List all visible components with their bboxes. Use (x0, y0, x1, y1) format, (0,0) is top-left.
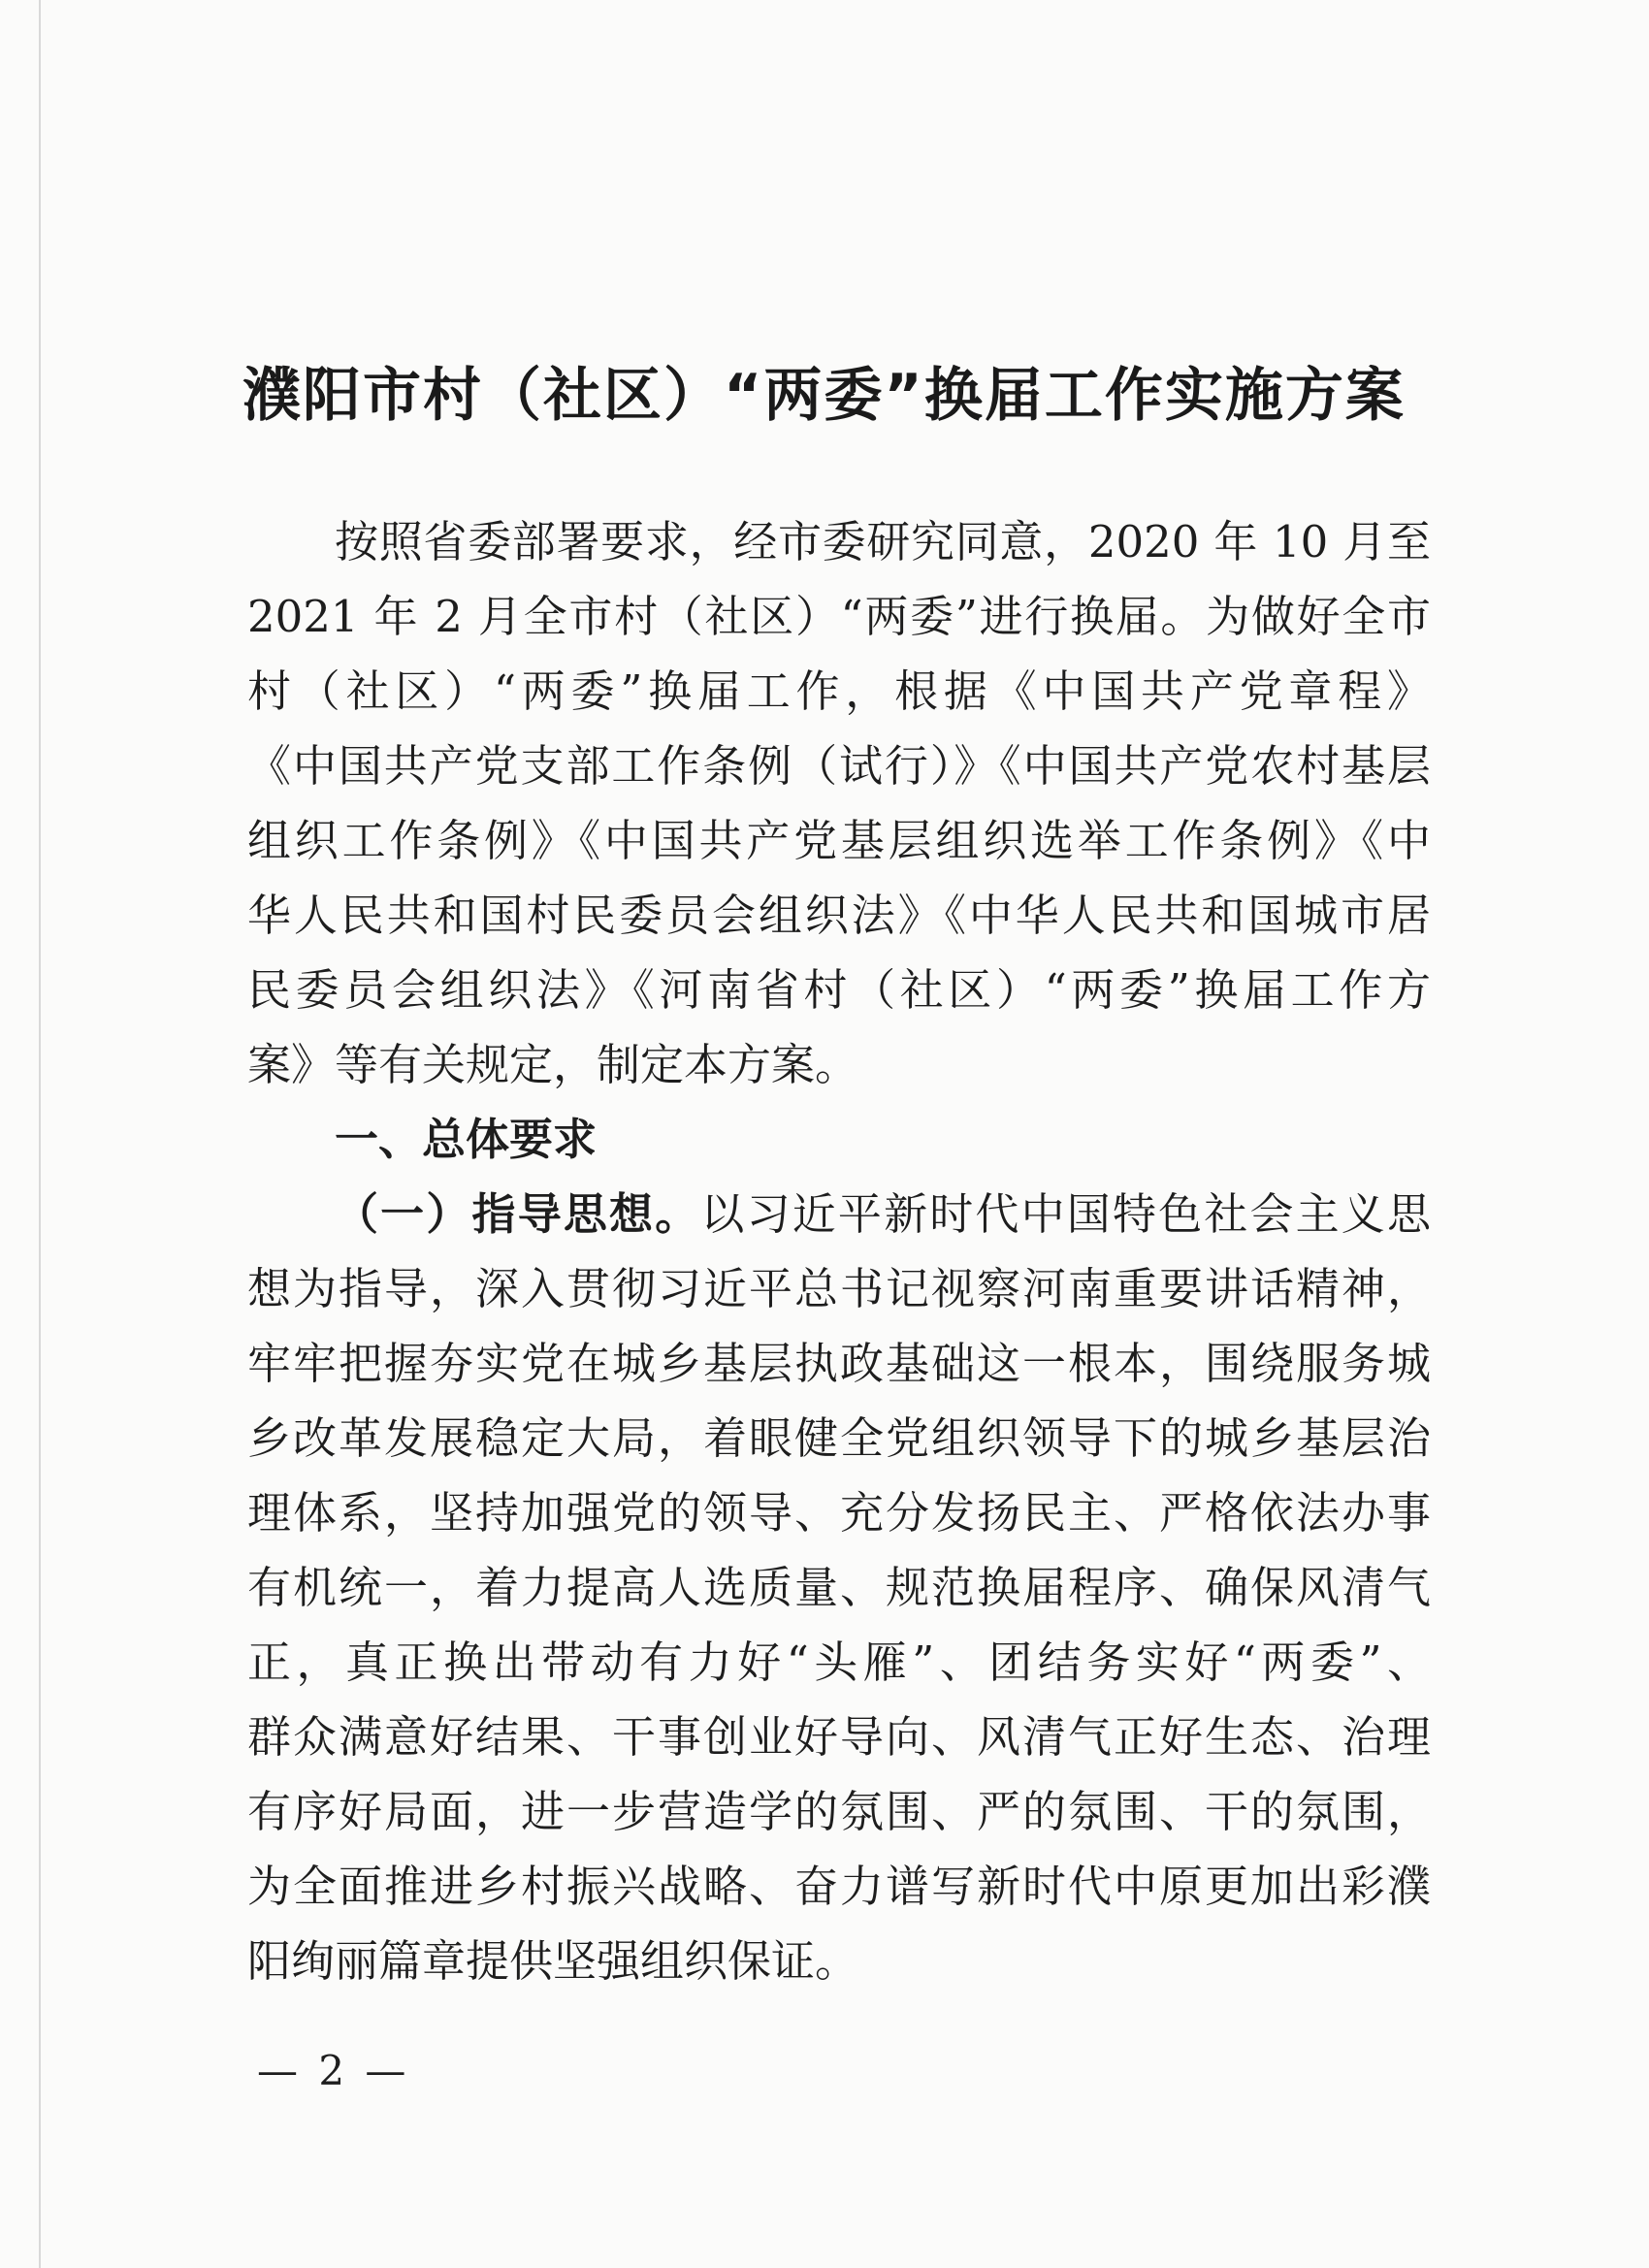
subsection-line: 牢牢把握夯实党在城乡基层执政基础这一根本，围绕服务城 (247, 1338, 1431, 1389)
subsection-first-line-text: 以习近平新时代中国特色社会主义思 (700, 1188, 1431, 1240)
intro-line: 村（社区）“两委”换届工作，根据《中国共产党章程》 (247, 665, 1431, 717)
intro-line: 民委员会组织法》《河南省村（社区）“两委”换届工作方 (247, 964, 1431, 1016)
scan-edge-line (39, 0, 41, 2268)
subsection-line: 群众满意好结果、干事创业好导向、风清气正好生态、治理 (247, 1711, 1431, 1763)
document-title: 濮阳市村（社区）“两委”换届工作实施方案 (242, 362, 1406, 430)
intro-line: 按照省委部署要求，经市委研究同意，2020 年 10 月至 (335, 516, 1431, 567)
intro-line: 案》等有关规定，制定本方案。 (247, 1039, 859, 1090)
subsection-line: 阳绚丽篇章提供坚强组织保证。 (247, 1935, 859, 1987)
subsection-first-line (247, 1177, 1431, 1251)
subsection-line: 正，真正换出带动有力好“头雁”、团结务实好“两委”、 (247, 1636, 1431, 1688)
intro-line: 《中国共产党支部工作条例（试行）》《中国共产党农村基层 (247, 740, 1431, 792)
subsection-line: 有机统一，着力提高人选质量、规范换届程序、确保风清气 (247, 1562, 1431, 1613)
page-number: — 2 — (257, 2047, 410, 2094)
document-body (247, 504, 1431, 1998)
intro-line: 2021 年 2 月全市村（社区）“两委”进行换届。为做好全市 (247, 591, 1431, 642)
intro-line: 组织工作条例》《中国共产党基层组织选举工作条例》《中 (247, 815, 1431, 866)
subsection-line: 理体系，坚持加强党的领导、充分发扬民主、严格依法办事 (247, 1487, 1431, 1539)
subsection-line: 乡改革发展稳定大局，着眼健全党组织领导下的城乡基层治 (247, 1412, 1431, 1464)
subsection-line: 有序好局面，进一步营造学的氛围、严的氛围、干的氛围， (247, 1786, 1431, 1837)
subsection-line: 想为指导，深入贯彻习近平总书记视察河南重要讲话精神， (247, 1263, 1431, 1314)
subsection-line: 为全面推进乡村振兴战略、奋力谱写新时代中原更加出彩濮 (247, 1861, 1431, 1912)
section-heading: 一、总体要求 (335, 1114, 598, 1165)
intro-line: 华人民共和国村民委员会组织法》《中华人民共和国城市居 (247, 890, 1431, 941)
subsection-label: （一）指导思想。 (335, 1188, 701, 1240)
